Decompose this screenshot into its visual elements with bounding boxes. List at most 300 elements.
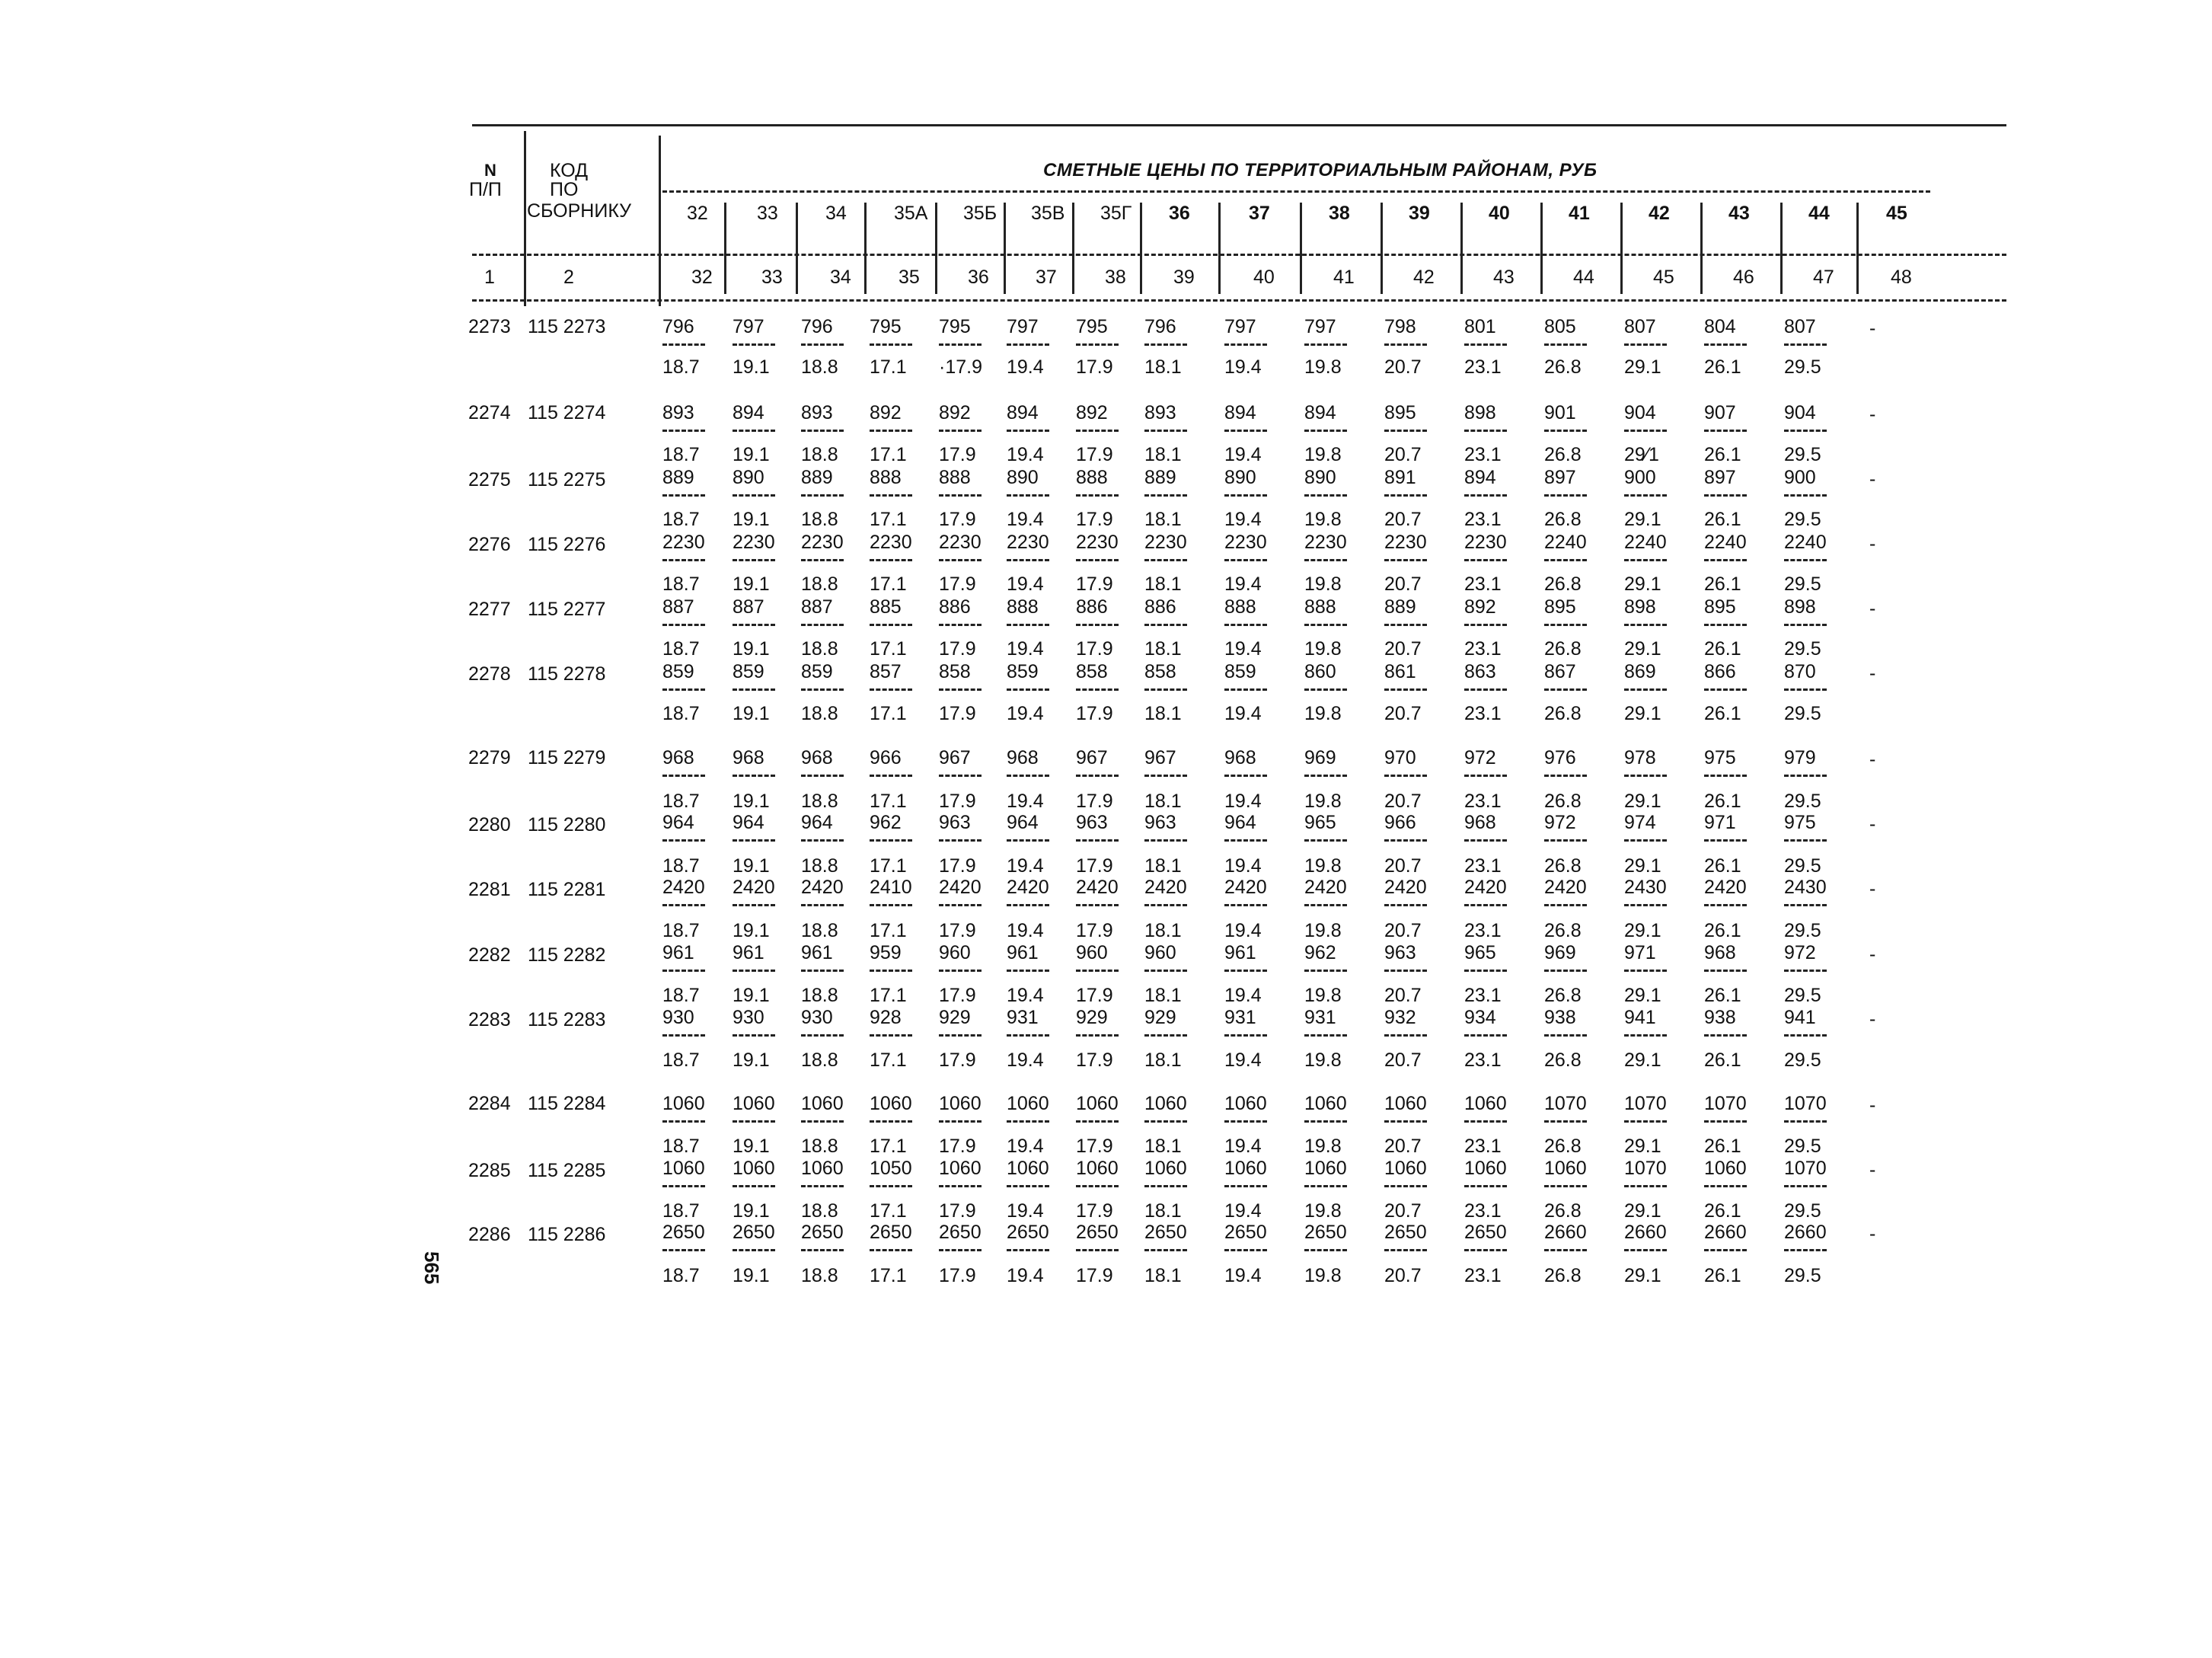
coefficient-cell: 17.9: [1076, 920, 1113, 941]
fraction-bar: [1464, 559, 1507, 561]
coefficient-cell: 29.1: [1624, 638, 1661, 660]
fraction-bar: [801, 343, 844, 346]
fraction-bar: [1544, 559, 1587, 561]
coefficient-cell: 17.9: [939, 703, 976, 724]
last-column-dash: -: [1869, 878, 1876, 899]
coefficient-cell: 29.1: [1624, 791, 1661, 812]
coefficient-cell: 17.9: [1076, 1200, 1113, 1222]
price-cell: 892: [1464, 596, 1496, 618]
fraction-bar: [1384, 970, 1427, 972]
price-cell: 969: [1304, 747, 1336, 768]
coefficient-cell: 17.1: [870, 356, 907, 378]
coefficient-cell: 19.4: [1224, 1265, 1262, 1286]
price-cell: 2230: [1007, 532, 1049, 553]
coefficient-cell: 26.8: [1544, 985, 1582, 1006]
fraction-bar: [1076, 1034, 1119, 1037]
row-code: 115 2276: [528, 534, 606, 555]
coefficient-cell: 17.9: [1076, 703, 1113, 724]
price-cell: 2650: [939, 1222, 982, 1243]
coefficient-cell: 18.7: [662, 1200, 700, 1222]
price-cell: 970: [1384, 747, 1416, 768]
coefficient-cell: 20.7: [1384, 1200, 1422, 1222]
fraction-bar: [1544, 343, 1587, 346]
header-po: ПО: [550, 179, 579, 200]
coefficient-cell: 17.1: [870, 573, 907, 595]
fraction-bar: [662, 1249, 705, 1251]
coefficient-cell: 18.8: [801, 920, 838, 941]
coefficient-cell: 17.9: [1076, 356, 1113, 378]
coefficient-cell: 19.4: [1007, 444, 1044, 465]
price-cell: 2230: [1144, 532, 1187, 553]
coefficient-cell: 26.1: [1704, 573, 1741, 595]
price-cell: 887: [662, 596, 694, 618]
coefficient-cell: 17.1: [870, 791, 907, 812]
last-column-dash: -: [1869, 468, 1876, 490]
column-number-37: 37: [1036, 267, 1057, 288]
price-cell: 2410: [870, 877, 912, 898]
fraction-bar: [1224, 970, 1267, 972]
fraction-bar: [1224, 559, 1267, 561]
fraction-bar: [1007, 1249, 1049, 1251]
price-cell: 963: [1076, 812, 1108, 833]
coefficient-cell: 26.1: [1704, 855, 1741, 877]
fraction-bar: [1784, 1249, 1827, 1251]
price-cell: 1060: [1304, 1093, 1347, 1114]
row-number: 2281: [468, 879, 511, 900]
fraction-bar: [1144, 904, 1187, 906]
price-cell: 960: [1076, 942, 1108, 963]
price-cell: 796: [801, 316, 833, 337]
price-cell: 971: [1624, 942, 1656, 963]
price-cell: 928: [870, 1007, 902, 1028]
fraction-bar: [1076, 970, 1119, 972]
coefficient-cell: 19.4: [1007, 638, 1044, 660]
price-cell: 974: [1624, 812, 1656, 833]
coefficient-cell: 18.7: [662, 985, 700, 1006]
price-cell: 1060: [1007, 1158, 1049, 1179]
fraction-bar: [939, 904, 982, 906]
coefficient-cell: 26.8: [1544, 1136, 1582, 1157]
fraction-bar: [1224, 494, 1267, 497]
fraction-bar: [870, 494, 912, 497]
price-cell: 968: [1704, 942, 1736, 963]
column-number-32: 32: [691, 267, 713, 288]
coefficient-cell: 19.4: [1224, 509, 1262, 530]
region-header-40: 40: [1489, 203, 1510, 224]
coefficient-cell: 19.8: [1304, 1200, 1342, 1222]
coefficient-cell: 29.1: [1624, 985, 1661, 1006]
fraction-bar: [733, 1034, 775, 1037]
fraction-bar: [1624, 839, 1667, 842]
coefficient-cell: 20.7: [1384, 703, 1422, 724]
price-cell: 965: [1464, 942, 1496, 963]
coefficient-cell: 26.1: [1704, 1265, 1741, 1286]
fraction-bar: [1624, 1249, 1667, 1251]
coefficient-cell: 17.9: [939, 855, 976, 877]
coefficient-cell: 17.9: [1076, 638, 1113, 660]
coefficient-cell: 17.9: [1076, 509, 1113, 530]
price-cell: 886: [939, 596, 971, 618]
coefficient-cell: 23.1: [1464, 638, 1502, 660]
coefficient-cell: 19.4: [1224, 985, 1262, 1006]
coefficient-cell: 18.1: [1144, 638, 1182, 660]
row-code: 115 2286: [528, 1224, 606, 1245]
price-cell: 2650: [1384, 1222, 1427, 1243]
coefficient-cell: 19.8: [1304, 444, 1342, 465]
last-column-dash: -: [1869, 598, 1876, 619]
fraction-bar: [870, 904, 912, 906]
coefficient-cell: 19.1: [733, 791, 770, 812]
fraction-bar: [1704, 1249, 1747, 1251]
fraction-bar: [1076, 343, 1119, 346]
coefficient-cell: 17.9: [1076, 855, 1113, 877]
region-header-35А: 35А: [894, 203, 928, 224]
price-cell: 964: [801, 812, 833, 833]
coefficient-cell: 23.1: [1464, 1136, 1502, 1157]
row-number: 2280: [468, 814, 511, 835]
coefficient-cell: 26.8: [1544, 573, 1582, 595]
fraction-bar: [1704, 494, 1747, 497]
coefficient-cell: 20.7: [1384, 920, 1422, 941]
coefficient-cell: 23.1: [1464, 356, 1502, 378]
fraction-bar: [1144, 688, 1187, 691]
price-cell: 2230: [801, 532, 844, 553]
price-cell: 938: [1544, 1007, 1576, 1028]
price-cell: 969: [1544, 942, 1576, 963]
coefficient-cell: 26.8: [1544, 791, 1582, 812]
coefficient-cell: 29.1: [1624, 1049, 1661, 1071]
region-header-37: 37: [1249, 203, 1270, 224]
fraction-bar: [1224, 1120, 1267, 1123]
fraction-bar: [1784, 1034, 1827, 1037]
price-cell: 1070: [1704, 1093, 1747, 1114]
fraction-bar: [1704, 624, 1747, 626]
fraction-bar: [1076, 775, 1119, 777]
region-header-36: 36: [1169, 203, 1190, 224]
coefficient-cell: 18.7: [662, 444, 700, 465]
fraction-bar: [1624, 430, 1667, 432]
price-cell: 966: [870, 747, 902, 768]
coefficient-cell: 19.1: [733, 703, 770, 724]
price-cell: 890: [1304, 467, 1336, 488]
coefficient-cell: 18.1: [1144, 791, 1182, 812]
coefficient-cell: 18.7: [662, 356, 700, 378]
coefficient-cell: 19.8: [1304, 356, 1342, 378]
price-cell: 968: [1007, 747, 1039, 768]
price-cell: 964: [1007, 812, 1039, 833]
fraction-bar: [1544, 688, 1587, 691]
fraction-bar: [733, 970, 775, 972]
fraction-bar: [733, 904, 775, 906]
coefficient-cell: 19.1: [733, 509, 770, 530]
coefficient-cell: 18.7: [662, 920, 700, 941]
fraction-bar: [1144, 1120, 1187, 1123]
price-cell: 931: [1224, 1007, 1256, 1028]
region-header-41: 41: [1569, 203, 1590, 224]
fraction-bar: [1304, 624, 1347, 626]
fraction-bar: [1144, 559, 1187, 561]
price-cell: 1060: [1384, 1158, 1427, 1179]
price-cell: 938: [1704, 1007, 1736, 1028]
fraction-bar: [1224, 775, 1267, 777]
price-cell: 886: [1076, 596, 1108, 618]
fraction-bar: [939, 775, 982, 777]
fraction-bar: [1464, 839, 1507, 842]
coefficient-cell: 26.8: [1544, 1265, 1582, 1286]
price-cell: 897: [1544, 467, 1576, 488]
fraction-bar: [801, 904, 844, 906]
coefficient-cell: 19.1: [733, 1049, 770, 1071]
fraction-bar: [1076, 904, 1119, 906]
coefficient-cell: 18.1: [1144, 509, 1182, 530]
row-code: 115 2277: [528, 599, 606, 620]
coefficient-cell: 26.8: [1544, 1200, 1582, 1222]
coefficient-cell: 26.1: [1704, 791, 1741, 812]
price-cell: 893: [801, 402, 833, 423]
price-cell: 963: [1144, 812, 1176, 833]
fraction-bar: [1224, 1249, 1267, 1251]
last-column-dash: -: [1869, 1159, 1876, 1180]
coefficient-cell: 26.1: [1704, 985, 1741, 1006]
coefficient-cell: 19.4: [1224, 444, 1262, 465]
coefficient-cell: 18.1: [1144, 920, 1182, 941]
fraction-bar: [1224, 688, 1267, 691]
coefficient-cell: 19.4: [1007, 356, 1044, 378]
price-cell: 1060: [801, 1093, 844, 1114]
fraction-bar: [870, 970, 912, 972]
row-number: 2275: [468, 469, 511, 490]
price-cell: 2230: [1304, 532, 1347, 553]
coefficient-cell: 17.9: [939, 920, 976, 941]
fraction-bar: [1384, 688, 1427, 691]
price-cell: 1060: [939, 1158, 982, 1179]
price-cell: 2430: [1624, 877, 1667, 898]
fraction-bar: [939, 430, 982, 432]
fraction-bar: [1624, 1120, 1667, 1123]
price-cell: 890: [1007, 467, 1039, 488]
coefficient-cell: 17.9: [939, 985, 976, 1006]
price-cell: 891: [1384, 467, 1416, 488]
coefficient-cell: 29.1: [1624, 356, 1661, 378]
fraction-bar: [1304, 494, 1347, 497]
price-cell: 1060: [1144, 1093, 1187, 1114]
column-number-2: 2: [563, 267, 574, 288]
column-number-44: 44: [1573, 267, 1594, 288]
region-header-33: 33: [757, 203, 778, 224]
fraction-bar: [1007, 430, 1049, 432]
last-column-dash: -: [1869, 663, 1876, 684]
fraction-bar: [1144, 1034, 1187, 1037]
fraction-bar: [662, 839, 705, 842]
price-cell: 2650: [733, 1222, 775, 1243]
coefficient-cell: 18.7: [662, 1049, 700, 1071]
price-cell: 979: [1784, 747, 1816, 768]
row-code: 115 2279: [528, 747, 606, 768]
fraction-bar: [662, 494, 705, 497]
price-cell: 2420: [1224, 877, 1267, 898]
fraction-bar: [1144, 494, 1187, 497]
fraction-bar: [1304, 904, 1347, 906]
fraction-bar: [801, 559, 844, 561]
price-cell: 2650: [1224, 1222, 1267, 1243]
fraction-bar: [662, 430, 705, 432]
column-number-41: 41: [1333, 267, 1355, 288]
price-cell: 2650: [662, 1222, 705, 1243]
coefficient-cell: 19.4: [1007, 985, 1044, 1006]
price-cell: 1050: [870, 1158, 912, 1179]
price-cell: 960: [939, 942, 971, 963]
coefficient-cell: 29⁄1: [1624, 444, 1659, 465]
row-number: 2283: [468, 1009, 511, 1030]
last-column-dash: -: [1869, 944, 1876, 965]
row-code: 115 2285: [528, 1160, 606, 1181]
fraction-bar: [733, 430, 775, 432]
fraction-bar: [1384, 1185, 1427, 1187]
coefficient-cell: 26.8: [1544, 356, 1582, 378]
region-separator: [1856, 203, 1859, 294]
header-n: N: [484, 161, 496, 180]
fraction-bar: [1007, 559, 1049, 561]
last-column-dash: -: [1869, 1094, 1876, 1116]
price-cell: 972: [1544, 812, 1576, 833]
fraction-bar: [801, 494, 844, 497]
price-cell: 2230: [939, 532, 982, 553]
price-cell: 2230: [1464, 532, 1507, 553]
row-code: 115 2278: [528, 663, 606, 685]
price-cell: 2240: [1624, 532, 1667, 553]
fraction-bar: [1384, 624, 1427, 626]
price-cell: 889: [801, 467, 833, 488]
coefficient-cell: 17.9: [939, 573, 976, 595]
coefficient-cell: 29.5: [1784, 573, 1821, 595]
region-separator: [1700, 203, 1703, 294]
row-code: 115 2275: [528, 469, 606, 490]
fraction-bar: [939, 343, 982, 346]
region-header-45: 45: [1886, 203, 1907, 224]
coefficient-cell: 26.1: [1704, 1200, 1741, 1222]
coefficient-cell: 18.1: [1144, 985, 1182, 1006]
price-cell: 972: [1784, 942, 1816, 963]
fraction-bar: [1464, 1249, 1507, 1251]
coefficient-cell: 20.7: [1384, 791, 1422, 812]
price-cell: 1060: [801, 1158, 844, 1179]
price-cell: 2420: [1464, 877, 1507, 898]
price-cell: 898: [1464, 402, 1496, 423]
row-number: 2279: [468, 747, 511, 768]
price-cell: 898: [1624, 596, 1656, 618]
coefficient-cell: 29.5: [1784, 1200, 1821, 1222]
price-cell: 1060: [733, 1158, 775, 1179]
coefficient-cell: 20.7: [1384, 444, 1422, 465]
fraction-bar: [801, 775, 844, 777]
row-number: 2273: [468, 316, 511, 337]
price-cell: 959: [870, 942, 902, 963]
price-cell: 961: [1007, 942, 1039, 963]
fraction-bar: [1624, 904, 1667, 906]
coefficient-cell: 18.1: [1144, 855, 1182, 877]
fraction-bar: [662, 624, 705, 626]
coefficient-cell: 17.1: [870, 444, 907, 465]
region-separator: [1218, 203, 1221, 294]
coefficient-cell: 29.5: [1784, 855, 1821, 877]
coefficient-cell: 29.1: [1624, 855, 1661, 877]
column-number-45: 45: [1653, 267, 1674, 288]
price-cell: 900: [1784, 467, 1816, 488]
header-divider-1: [524, 131, 526, 306]
price-cell: 866: [1704, 661, 1736, 682]
row-number: 2278: [468, 663, 511, 685]
fraction-bar: [1144, 624, 1187, 626]
coefficient-cell: 29.1: [1624, 920, 1661, 941]
fraction-bar: [1384, 494, 1427, 497]
coefficient-cell: 17.1: [870, 638, 907, 660]
fraction-bar: [1384, 1034, 1427, 1037]
price-cell: 2420: [662, 877, 705, 898]
fraction-bar: [662, 1120, 705, 1123]
fraction-bar: [1704, 970, 1747, 972]
price-cell: 964: [1224, 812, 1256, 833]
price-cell: 966: [1384, 812, 1416, 833]
fraction-bar: [1224, 1185, 1267, 1187]
fraction-bar: [1224, 839, 1267, 842]
row-number: 2274: [468, 402, 511, 423]
price-cell: 904: [1624, 402, 1656, 423]
fraction-bar: [939, 559, 982, 561]
fraction-bar: [1224, 343, 1267, 346]
price-cell: 859: [1007, 661, 1039, 682]
fraction-bar: [1544, 1249, 1587, 1251]
header-sbornik: СБОРНИКУ: [527, 200, 632, 222]
price-cell: 861: [1384, 661, 1416, 682]
coefficient-cell: 18.7: [662, 703, 700, 724]
price-cell: 2650: [1304, 1222, 1347, 1243]
price-cell: 870: [1784, 661, 1816, 682]
price-cell: 960: [1144, 942, 1176, 963]
fraction-bar: [1144, 1185, 1187, 1187]
price-cell: 2420: [1544, 877, 1587, 898]
coefficient-cell: 18.8: [801, 356, 838, 378]
price-cell: 1070: [1624, 1093, 1667, 1114]
price-cell: 888: [1224, 596, 1256, 618]
price-cell: 898: [1784, 596, 1816, 618]
price-cell: 892: [870, 402, 902, 423]
fraction-bar: [662, 688, 705, 691]
price-cell: 929: [1076, 1007, 1108, 1028]
price-cell: 859: [733, 661, 764, 682]
fraction-bar: [1704, 839, 1747, 842]
price-cell: 2240: [1784, 532, 1827, 553]
coefficient-cell: 19.8: [1304, 920, 1342, 941]
fraction-bar: [662, 1185, 705, 1187]
region-separator: [1540, 203, 1543, 294]
price-cell: 893: [1144, 402, 1176, 423]
region-header-35Б: 35Б: [963, 203, 997, 224]
fraction-bar: [1144, 775, 1187, 777]
fraction-bar: [662, 904, 705, 906]
region-separator: [1620, 203, 1623, 294]
price-cell: 2420: [1304, 877, 1347, 898]
fraction-bar: [1624, 775, 1667, 777]
coefficient-cell: 19.4: [1007, 920, 1044, 941]
price-cell: 1060: [870, 1093, 912, 1114]
price-cell: 929: [939, 1007, 971, 1028]
row-number: 2284: [468, 1093, 511, 1114]
fraction-bar: [1704, 343, 1747, 346]
fraction-bar: [939, 1120, 982, 1123]
price-cell: 2650: [801, 1222, 844, 1243]
fraction-bar: [1384, 430, 1427, 432]
price-cell: 2650: [1007, 1222, 1049, 1243]
